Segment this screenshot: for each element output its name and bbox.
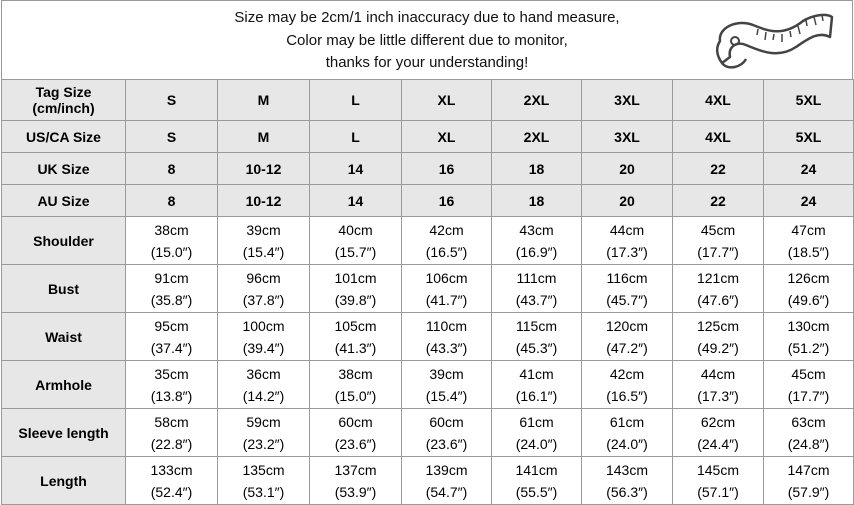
size-cell: 5XL	[764, 121, 854, 153]
measurement-inch: (45.3″)	[515, 339, 558, 356]
measurement-inch: (23.6″)	[425, 435, 468, 452]
measurement-cell	[218, 409, 310, 457]
measurement-inch: (41.3″)	[334, 339, 377, 356]
measurement-cell	[310, 361, 402, 409]
measurement-cell	[402, 457, 492, 505]
row-label: Waist	[2, 313, 126, 361]
measurement-cell	[310, 313, 402, 361]
measurement-cell	[492, 361, 582, 409]
measurement-cm: 120cm	[605, 317, 649, 334]
measurement-row	[2, 313, 854, 361]
measurement-cm: 111cm	[516, 269, 557, 286]
size-cell: XL	[402, 121, 492, 153]
measurement-inch: (39.4″)	[242, 339, 285, 356]
measurement-inch: (15.7″)	[334, 243, 377, 260]
measurement-cm: 143cm	[605, 461, 649, 478]
measurement-inch: (18.5″)	[787, 243, 830, 260]
measurement-inch: (49.2″)	[697, 339, 739, 356]
measurement-cm: 45cm	[791, 365, 826, 382]
row-label: Length	[2, 457, 126, 505]
measurement-inch: (22.8″)	[150, 435, 193, 452]
measurement-cell	[673, 361, 764, 409]
row-label: Sleeve length	[2, 409, 126, 457]
measurement-cm: 38cm	[338, 365, 373, 382]
measurement-cell	[218, 457, 310, 505]
measurement-cm: 40cm	[338, 221, 373, 238]
tag-size-title: Tag Size	[35, 84, 92, 100]
measurement-cell	[582, 457, 673, 505]
tag-size-row	[2, 80, 854, 121]
measurement-cm: 91cm	[154, 269, 189, 286]
measurement-inch: (43.3″)	[425, 339, 468, 356]
measurement-cell	[764, 265, 854, 313]
measurement-cell	[582, 313, 673, 361]
measurement-cell	[764, 361, 854, 409]
measurement-cell	[492, 457, 582, 505]
tag-size-unit: (cm/inch)	[32, 100, 95, 116]
measurement-cm: 133cm	[150, 461, 193, 478]
measurement-cell	[218, 217, 310, 265]
measurement-cm: 95cm	[154, 317, 189, 334]
measurement-cell	[402, 361, 492, 409]
measurement-cm: 141cm	[515, 461, 558, 478]
measurement-cell	[492, 217, 582, 265]
size-conversion-row	[2, 121, 854, 153]
measurement-row	[2, 361, 854, 409]
measurement-inch: (13.8″)	[150, 387, 193, 404]
measurement-cm: 130cm	[787, 317, 830, 334]
measurement-cm: 105cm	[334, 317, 377, 334]
size-cell: 2XL	[492, 121, 582, 153]
measurement-inch: (54.7″)	[425, 483, 468, 500]
measurement-cell	[402, 313, 492, 361]
measurement-inch: (16.9″)	[515, 243, 558, 260]
measurement-cm: 60cm	[429, 413, 464, 430]
measurement-cell	[582, 361, 673, 409]
measurement-cm: 39cm	[246, 221, 281, 238]
measurement-inch: (15.4″)	[425, 387, 468, 404]
measurement-inch: (24.0″)	[515, 435, 558, 452]
measurement-cm: 44cm	[609, 221, 645, 238]
measurement-cm: 43cm	[519, 221, 554, 238]
measurement-inch: (39.8″)	[334, 291, 377, 308]
measurement-cm: 121cm	[696, 269, 740, 286]
measurement-inch: (56.3″)	[606, 483, 648, 500]
measurement-cell	[402, 217, 492, 265]
measurement-cell	[764, 217, 854, 265]
measurement-inch: (41.7″)	[425, 291, 468, 308]
row-label: UK Size	[2, 153, 126, 185]
size-cell: 22	[673, 185, 764, 217]
measurement-cm: 45cm	[700, 221, 736, 238]
measurement-cm: 126cm	[787, 269, 830, 286]
measurement-cell	[218, 361, 310, 409]
size-header: 2XL	[492, 80, 582, 121]
disclaimer-line: Size may be 2cm/1 inch inaccuracy due to hand measure,	[234, 9, 620, 26]
size-cell: 20	[582, 153, 673, 185]
measurement-inch: (24.0″)	[606, 435, 648, 452]
measurement-cell	[126, 457, 218, 505]
size-cell: 8	[126, 185, 218, 217]
tag-size-label	[2, 80, 126, 121]
measurement-inch: (17.7″)	[787, 387, 830, 404]
size-cell: 22	[673, 153, 764, 185]
measurement-cell	[764, 409, 854, 457]
measurement-cm: 125cm	[696, 317, 740, 334]
measurement-cell	[126, 217, 218, 265]
measurement-inch: (45.7″)	[606, 291, 648, 308]
disclaimer-line: Color may be little different due to monitor,	[286, 31, 568, 49]
measurement-inch: (57.9″)	[787, 483, 830, 500]
measurement-cm: 36cm	[246, 365, 281, 382]
measurement-inch: (14.2″)	[242, 387, 285, 404]
measurement-cm: 137cm	[334, 461, 377, 478]
size-cell: 8	[126, 153, 218, 185]
row-label: AU Size	[2, 185, 126, 217]
size-cell: 20	[582, 185, 673, 217]
measurement-inch: (35.8″)	[150, 291, 193, 308]
measurement-cell	[673, 409, 764, 457]
measurement-cell	[402, 265, 492, 313]
measurement-inch: (49.6″)	[787, 291, 830, 308]
size-cell: 18	[492, 153, 582, 185]
measurement-cell	[402, 409, 492, 457]
measurement-inch: (53.9″)	[334, 483, 377, 500]
measurement-inch: (23.6″)	[334, 435, 377, 452]
measurement-cell	[673, 265, 764, 313]
measurement-cm: 42cm	[429, 221, 464, 238]
measurement-cm: 62cm	[700, 413, 736, 430]
measurement-inch: (15.0″)	[334, 387, 377, 404]
measurement-inch: (17.3″)	[697, 387, 739, 404]
measurement-inch: (37.8″)	[242, 291, 285, 308]
measurement-inch: (43.7″)	[515, 291, 558, 308]
measurement-inch: (16.5″)	[606, 387, 648, 404]
measurement-cell	[673, 457, 764, 505]
size-header: S	[126, 80, 218, 121]
size-header: XL	[402, 80, 492, 121]
measurement-cm: 59cm	[246, 413, 281, 430]
measurement-row	[2, 217, 854, 265]
measurement-cm: 39cm	[429, 365, 464, 382]
measurement-cell	[310, 217, 402, 265]
measurement-inch: (55.5″)	[515, 483, 558, 500]
measurement-cm: 47cm	[791, 221, 826, 238]
size-header: 4XL	[673, 80, 764, 121]
measurement-cm: 135cm	[242, 461, 285, 478]
measurement-inch: (47.2″)	[606, 339, 648, 356]
measurement-inch: (17.7″)	[697, 243, 739, 260]
measurement-cm: 101cm	[334, 269, 377, 286]
size-cell: 18	[492, 185, 582, 217]
measurement-cm: 145cm	[696, 461, 740, 478]
disclaimer-line: thanks for your understanding!	[325, 54, 529, 71]
measurement-inch: (15.0″)	[150, 243, 193, 260]
measurement-cell	[310, 265, 402, 313]
measurement-cm: 110cm	[426, 317, 467, 334]
measurement-cell	[126, 409, 218, 457]
measurement-cm: 38cm	[154, 221, 189, 238]
size-cell: S	[126, 121, 218, 153]
measurement-cell	[764, 457, 854, 505]
measurement-cell	[673, 217, 764, 265]
measurement-inch: (15.4″)	[242, 243, 285, 260]
measurement-inch: (47.6″)	[697, 291, 739, 308]
measurement-cell	[126, 265, 218, 313]
measuring-tape-icon	[708, 7, 838, 77]
measurement-cell	[764, 313, 854, 361]
size-cell: L	[310, 121, 402, 153]
row-label: Bust	[2, 265, 126, 313]
measurement-cm: 60cm	[338, 413, 373, 430]
measurement-cm: 139cm	[425, 461, 468, 478]
measurement-cm: 116cm	[606, 269, 648, 286]
measurement-cell	[310, 457, 402, 505]
measurement-row	[2, 265, 854, 313]
size-cell: 4XL	[673, 121, 764, 153]
measurement-inch: (53.1″)	[242, 483, 285, 500]
disclaimer-banner	[1, 0, 853, 80]
size-cell: 16	[402, 153, 492, 185]
measurement-cm: 106cm	[425, 269, 468, 286]
row-label: US/CA Size	[2, 121, 126, 153]
measurement-inch: (17.3″)	[606, 243, 648, 260]
measurement-inch: (51.2″)	[787, 339, 830, 356]
measurement-cm: 100cm	[242, 317, 285, 334]
measurement-cm: 42cm	[609, 365, 645, 382]
measurement-cm: 147cm	[787, 461, 830, 478]
measurement-cell	[582, 265, 673, 313]
size-header: 3XL	[582, 80, 673, 121]
measurement-cm: 41cm	[519, 365, 554, 382]
measurement-inch: (37.4″)	[150, 339, 193, 356]
size-conversion-row	[2, 153, 854, 185]
row-label: Shoulder	[2, 217, 126, 265]
measurement-cell	[492, 265, 582, 313]
measurement-cell	[126, 313, 218, 361]
measurement-inch: (16.1″)	[515, 387, 558, 404]
measurement-row	[2, 457, 854, 505]
measurement-cm: 35cm	[154, 365, 189, 382]
measurement-cell	[310, 409, 402, 457]
measurement-cell	[582, 217, 673, 265]
size-header: 5XL	[764, 80, 854, 121]
size-cell: 14	[310, 185, 402, 217]
measurement-cm: 44cm	[700, 365, 736, 382]
size-cell: 14	[310, 153, 402, 185]
size-cell: 10-12	[218, 185, 310, 217]
measurement-cell	[673, 313, 764, 361]
measurement-cm: 115cm	[516, 317, 557, 334]
measurement-inch: (24.8″)	[787, 435, 830, 452]
measurement-inch: (23.2″)	[242, 435, 285, 452]
measurement-cm: 61cm	[609, 413, 645, 430]
measurement-cell	[492, 409, 582, 457]
measurement-cm: 63cm	[791, 413, 826, 430]
measurement-inch: (24.4″)	[697, 435, 739, 452]
measurement-cm: 58cm	[154, 413, 189, 430]
size-conversion-row	[2, 185, 854, 217]
size-header: M	[218, 80, 310, 121]
size-header: L	[310, 80, 402, 121]
size-cell: M	[218, 121, 310, 153]
measurement-inch: (57.1″)	[697, 483, 739, 500]
measurement-row	[2, 409, 854, 457]
measurement-inch: (16.5″)	[425, 243, 468, 260]
measurement-cell	[218, 313, 310, 361]
measurement-cm: 61cm	[519, 413, 554, 430]
measurement-inch: (52.4″)	[150, 483, 193, 500]
measurement-cell	[218, 265, 310, 313]
size-cell: 16	[402, 185, 492, 217]
measurement-cell	[126, 361, 218, 409]
measurement-cm: 96cm	[246, 269, 281, 286]
size-cell: 3XL	[582, 121, 673, 153]
size-cell: 24	[764, 185, 854, 217]
size-table	[1, 79, 854, 505]
row-label: Armhole	[2, 361, 126, 409]
measurement-cell	[582, 409, 673, 457]
size-cell: 10-12	[218, 153, 310, 185]
measurement-cell	[492, 313, 582, 361]
size-cell: 24	[764, 153, 854, 185]
